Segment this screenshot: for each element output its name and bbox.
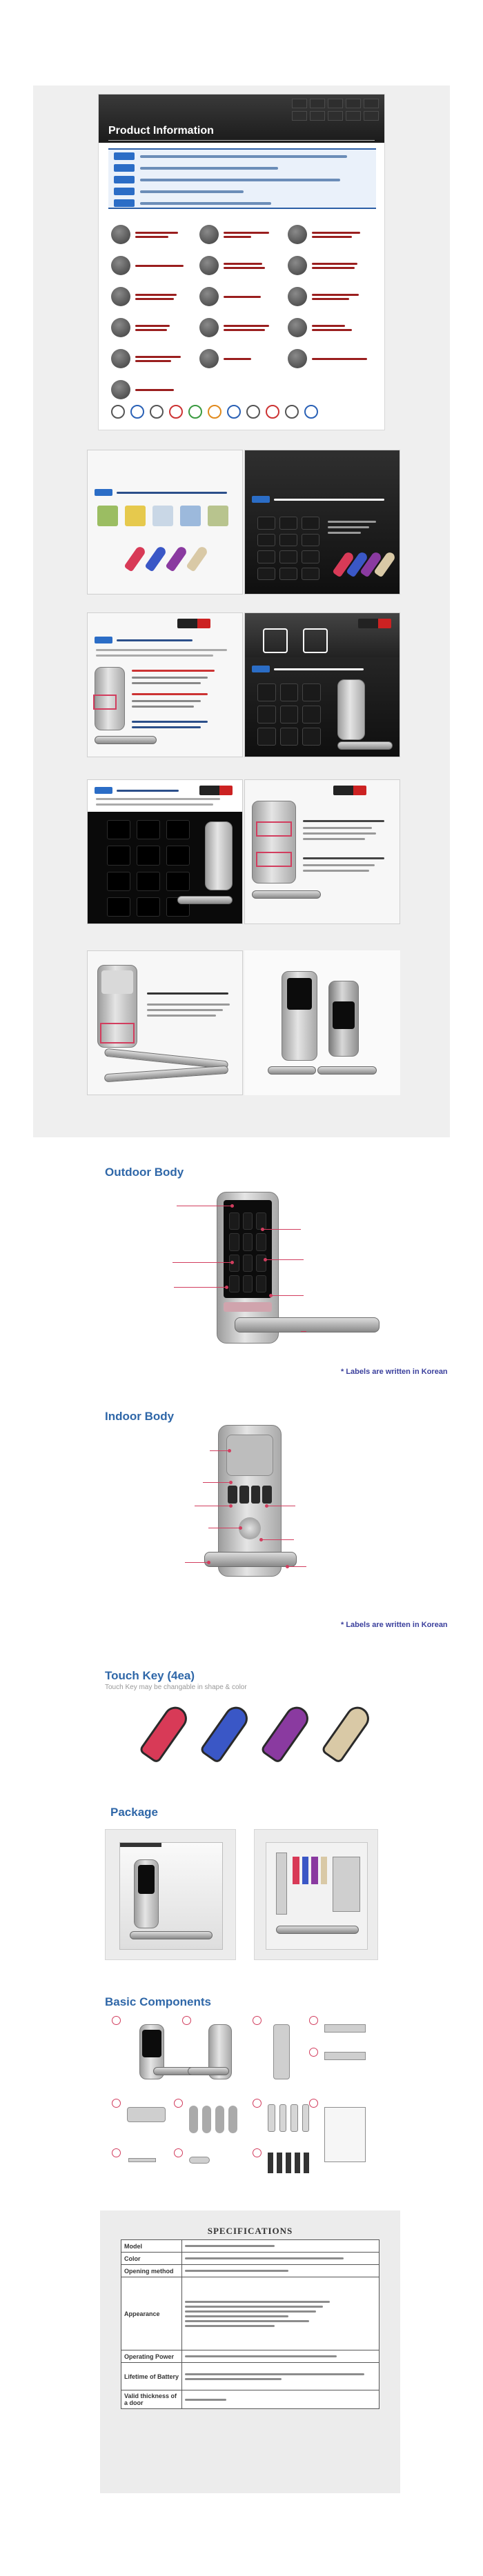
feature-icon [288,256,307,275]
patent-item [114,163,371,173]
brand-logo [333,786,366,795]
certification-logo-icon [150,405,164,419]
feature-icon-grid [111,223,376,401]
feature-item [111,378,199,401]
certification-logo-icon [111,405,125,419]
feature-icon [111,380,130,399]
feature-item [111,347,199,370]
component-number-icon [182,2016,191,2025]
feature-item [199,285,288,308]
touch-key-fob [165,545,188,572]
feature-item [288,223,376,246]
patent-badge-icon [252,496,270,503]
component-spindle [128,2158,156,2162]
component-number-icon [112,2016,121,2025]
components-grid [105,2010,381,2186]
feature-item [288,316,376,339]
patent-badge-icon [95,637,112,643]
spec-label-opening-method: Opening method [121,2265,182,2277]
feature-icon [199,225,219,244]
spec-value [182,2390,379,2409]
spec-value [182,2277,379,2350]
patent-badge-icon [95,787,112,794]
feature-icon [199,287,219,306]
door-handle [130,1931,213,1939]
brand-logo [199,786,233,795]
component-manual [324,2107,366,2162]
component-screws [268,2153,309,2173]
product-information-box [98,94,385,430]
certification-logo-icon [266,405,279,419]
outdoor-keypad [229,1212,266,1292]
brand-logo [358,619,391,628]
spec-value [182,2265,379,2277]
table-row [121,2363,379,2390]
feature-icon [288,349,307,368]
feature-item [199,254,288,277]
table-row [121,2277,379,2350]
feature-item [288,254,376,277]
touch-key-fob-red [138,1702,191,1764]
feature-item [111,285,199,308]
door-handle [252,890,321,899]
patent-badge-icon [114,152,135,160]
indoor-body-title: Indoor Body [105,1410,175,1423]
spec-label-battery-lifetime: Lifetime of Battery [121,2363,182,2390]
feature-item [199,316,288,339]
outdoor-label-note: * Labels are written in Korean [341,1368,448,1376]
certification-logo-icon [285,405,299,419]
specifications-table [121,2224,379,2409]
certification-logo-icon [208,405,221,419]
door-lock-image [252,801,296,883]
spec-value [182,2253,379,2265]
spec-value [182,2363,379,2390]
spec-label-operating-power: Operating Power [121,2350,182,2363]
component-number-icon [309,2048,318,2057]
door-lock-side-photo [244,950,400,1095]
certification-logo-icon [227,405,241,419]
battery-cover [226,1435,273,1476]
feature-icon [111,287,130,306]
outdoor-button-strip [224,1302,272,1312]
touch-key-fob-blue [199,1702,252,1764]
component-strike-plate [324,2024,366,2033]
feature-item [288,285,376,308]
touch-key-fob-purple [259,1702,313,1764]
touch-key-subtitle: Touch Key may be changable in shape & color [105,1684,247,1691]
door-handle [104,1066,228,1083]
patent-item [114,174,371,185]
feature-item [111,254,199,277]
component-strike-box [324,2052,366,2060]
feature-icon [111,318,130,337]
feature-icon [111,256,130,275]
patent-badge-icon [114,164,135,172]
door-handle [276,1926,359,1934]
door-handle [95,736,157,744]
indoor-label-note: * Labels are written in Korean [341,1621,448,1629]
door-lock-image [337,679,365,740]
feature-icon [199,349,219,368]
package-box-photo [105,1829,236,1960]
table-row [121,2265,379,2277]
brand-logo [177,619,210,628]
certification-logo-icon [304,405,318,419]
patent-badge-icon [252,666,270,672]
feature-item [199,347,288,370]
component-number-icon [309,2016,318,2025]
certification-logo-icon [130,405,144,419]
patent-item [114,151,371,161]
feature-item [111,223,199,246]
specifications-title: SPECIFICATIONS [121,2224,379,2240]
component-number-icon [253,2099,262,2108]
component-cable [189,2157,210,2164]
component-number-icon [174,2148,183,2157]
table-row [121,2350,379,2363]
package-contents-photo [254,1829,378,1960]
feature-card-panic-release-lever [87,950,243,1095]
component-mounting-plate [273,2024,290,2079]
patent-badge-icon [114,176,135,183]
feature-icon [288,318,307,337]
table-row [121,2240,379,2253]
door-handle [337,741,393,750]
feature-item [111,316,199,339]
patent-badge-icon [95,489,112,496]
product-information-title: Product Information [108,125,214,137]
door-handle [317,1066,377,1075]
door-handle [177,896,233,904]
component-number-icon [112,2148,121,2157]
feature-card-manual-lock [244,779,400,924]
feature-card-sound-control [244,612,400,757]
feature-item [199,223,288,246]
patent-badge-icon [114,199,135,207]
feature-card-led-flash [244,450,400,595]
patent-badge-icon [114,188,135,195]
feature-card-accessory-touch-key [87,450,243,595]
certification-logos [111,405,318,419]
product-information-header [99,94,384,143]
certification-logo-icon [246,405,260,419]
patent-item [114,198,371,208]
component-number-icon [112,2099,121,2108]
component-number-icon [253,2016,262,2025]
spec-label-door-thickness: Valid thickness of a door [121,2390,182,2409]
package-title: Package [110,1806,158,1819]
spec-value [182,2350,379,2363]
outdoor-body-title: Outdoor Body [105,1166,184,1179]
touch-key-fob [186,545,208,572]
feature-icon [111,225,130,244]
feature-icon [111,349,130,368]
battery-compartment [228,1486,272,1504]
outdoor-handle [235,1317,379,1332]
patent-list [108,148,376,209]
patent-item [114,186,371,197]
component-batteries [268,2104,309,2132]
table-row [121,2253,379,2265]
feature-item [288,347,376,370]
specifications-section [100,2210,400,2493]
touch-key-title: Touch Key (4ea) [105,1669,195,1682]
header-divider [108,140,375,141]
header-keypad-graphic [292,99,379,121]
spec-label-color: Color [121,2253,182,2265]
certification-logo-icon [188,405,202,419]
basic-components-title: Basic Components [105,1995,211,2008]
feature-card-mute-function [87,612,243,757]
component-number-icon [309,2099,318,2108]
door-handle [268,1066,316,1075]
table-row [121,2390,379,2409]
component-mortise [127,2107,166,2122]
component-number-icon [253,2148,262,2157]
feature-icon [288,225,307,244]
feature-icon [288,287,307,306]
touch-key-fob [124,545,146,572]
spec-label-model: Model [121,2240,182,2253]
component-number-icon [174,2099,183,2108]
feature-icon [199,318,219,337]
feature-icon [199,256,219,275]
spec-label-appearance: Appearance [121,2277,182,2350]
certification-logo-icon [169,405,183,419]
indoor-handle [204,1552,297,1567]
touch-key-fob [144,545,167,572]
door-lock-image [205,821,233,890]
spec-value [182,2240,379,2253]
touch-key-fob-beige [320,1702,373,1764]
component-touch-keys [189,2106,237,2133]
feature-card-register-codes [87,779,243,924]
